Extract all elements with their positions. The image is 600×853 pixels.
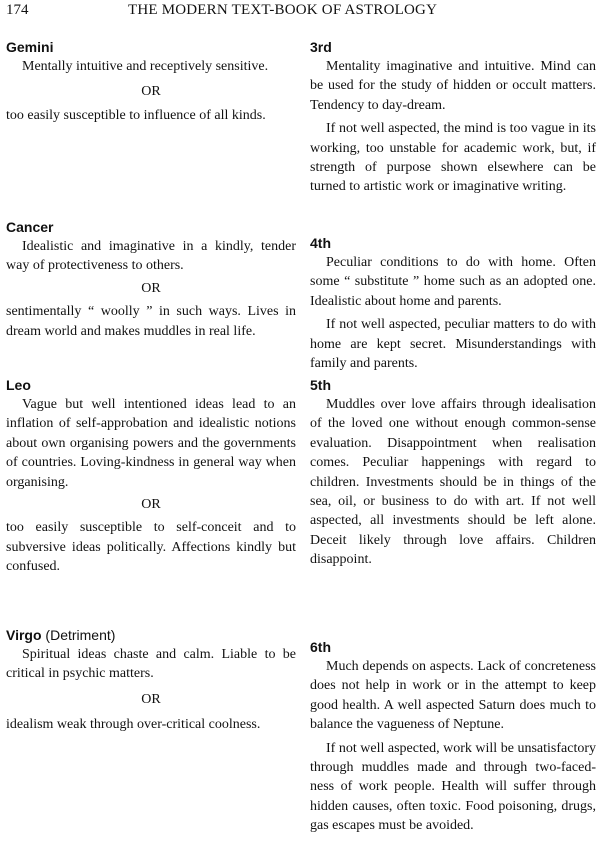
page-number: 174 — [6, 2, 29, 18]
entry-text: Vague but well intentioned ideas lead to an inflation of self-approbation and idealistic notions about own organising powers and the governments of countries. Loving-kindness in general way when organising. — [6, 397, 296, 490]
page-header — [0, 2, 600, 26]
entry-heading: 6th — [310, 639, 331, 655]
entry-house-4 — [310, 234, 596, 376]
entry-text: Idealistic and imaginative in a kindly, tender way of protectiveness to others. — [6, 239, 296, 274]
entry-house-5 — [310, 376, 596, 638]
entry-text: idealism weak through over-critical coolness. — [6, 717, 261, 733]
entry-text: Muddles over love affairs through idealisation of the loved one without enough common-sense evaluation. Disappointment when realisation comes. Peculiar happenings with regard to children. Investments should be in things of the sea, oil, or business to do with art. If not well aspected, all investments should be left alone. Deceit likely through love affairs. Children disappoint. — [310, 397, 596, 568]
entry-house-6 — [310, 638, 596, 836]
entry-gemini — [6, 38, 296, 218]
entry-text: Peculiar conditions to do with home. Often some “ substitute ” home such as an adopted one. Idealistic about home and parents. — [310, 255, 596, 309]
right-column — [310, 38, 596, 836]
entry-virgo — [6, 626, 296, 735]
entry-text: too easily susceptible to influence of all kinds. — [6, 107, 266, 123]
heading-sign: Virgo — [6, 627, 42, 643]
entry-text: If not well aspected, the mind is too vague in its working, too unstable for academic work, but, if strength of purpose shown elsewhere can be turned to artistic work or imaginative writing. — [310, 121, 596, 195]
entry-heading: Gemini — [6, 39, 54, 55]
entry-heading — [6, 626, 296, 645]
entry-text: Spiritual ideas chaste and calm. Liable to be critical in psychic matters. — [6, 647, 296, 682]
entry-heading: 5th — [310, 377, 331, 393]
running-title: THE MODERN TEXT-BOOK OF ASTROLOGY — [128, 2, 438, 18]
or-separator: OR — [141, 497, 161, 513]
or-separator: OR — [141, 280, 161, 296]
left-column — [6, 38, 296, 735]
entry-text: If not well aspected, work will be unsatisfactory through muddles made and through two-faced-ness of work people. Health will suffer through hidden causes, often toxic. Food poisoning, drugs, gas escapes must be avoided. — [310, 740, 596, 834]
entry-cancer — [6, 218, 296, 376]
heading-note: (Detriment) — [45, 627, 116, 643]
entry-text: If not well aspected, peculiar matters to do with home are kept secret. Misunderstandings with family and parents. — [310, 317, 596, 372]
entry-heading: 4th — [310, 235, 331, 251]
entry-text: Much depends on aspects. Lack of concreteness does not help in work or in the attempt to keep good health. A well aspected Saturn does much to balance the vagueness of Neptune. — [310, 659, 596, 733]
entry-text: sentimentally “ woolly ” in such ways. Lives in dream world and makes muddles in real life. — [6, 304, 296, 339]
entry-text: too easily susceptible to self-conceit and to subversive ideas politically. Affections kindly but confused. — [6, 520, 296, 575]
entry-text: Mentality imaginative and intuitive. Mind can be used for the study of hidden or occult matters. Tendency to day-dream. — [310, 59, 596, 113]
entry-heading: Cancer — [6, 219, 54, 235]
entry-text: Mentally intuitive and receptively sensitive. — [22, 59, 269, 74]
or-separator: OR — [141, 691, 161, 707]
entry-heading: Leo — [6, 377, 31, 393]
entry-leo — [6, 376, 296, 626]
entry-heading: 3rd — [310, 39, 332, 55]
entry-house-3 — [310, 38, 596, 234]
or-separator: OR — [141, 84, 161, 100]
